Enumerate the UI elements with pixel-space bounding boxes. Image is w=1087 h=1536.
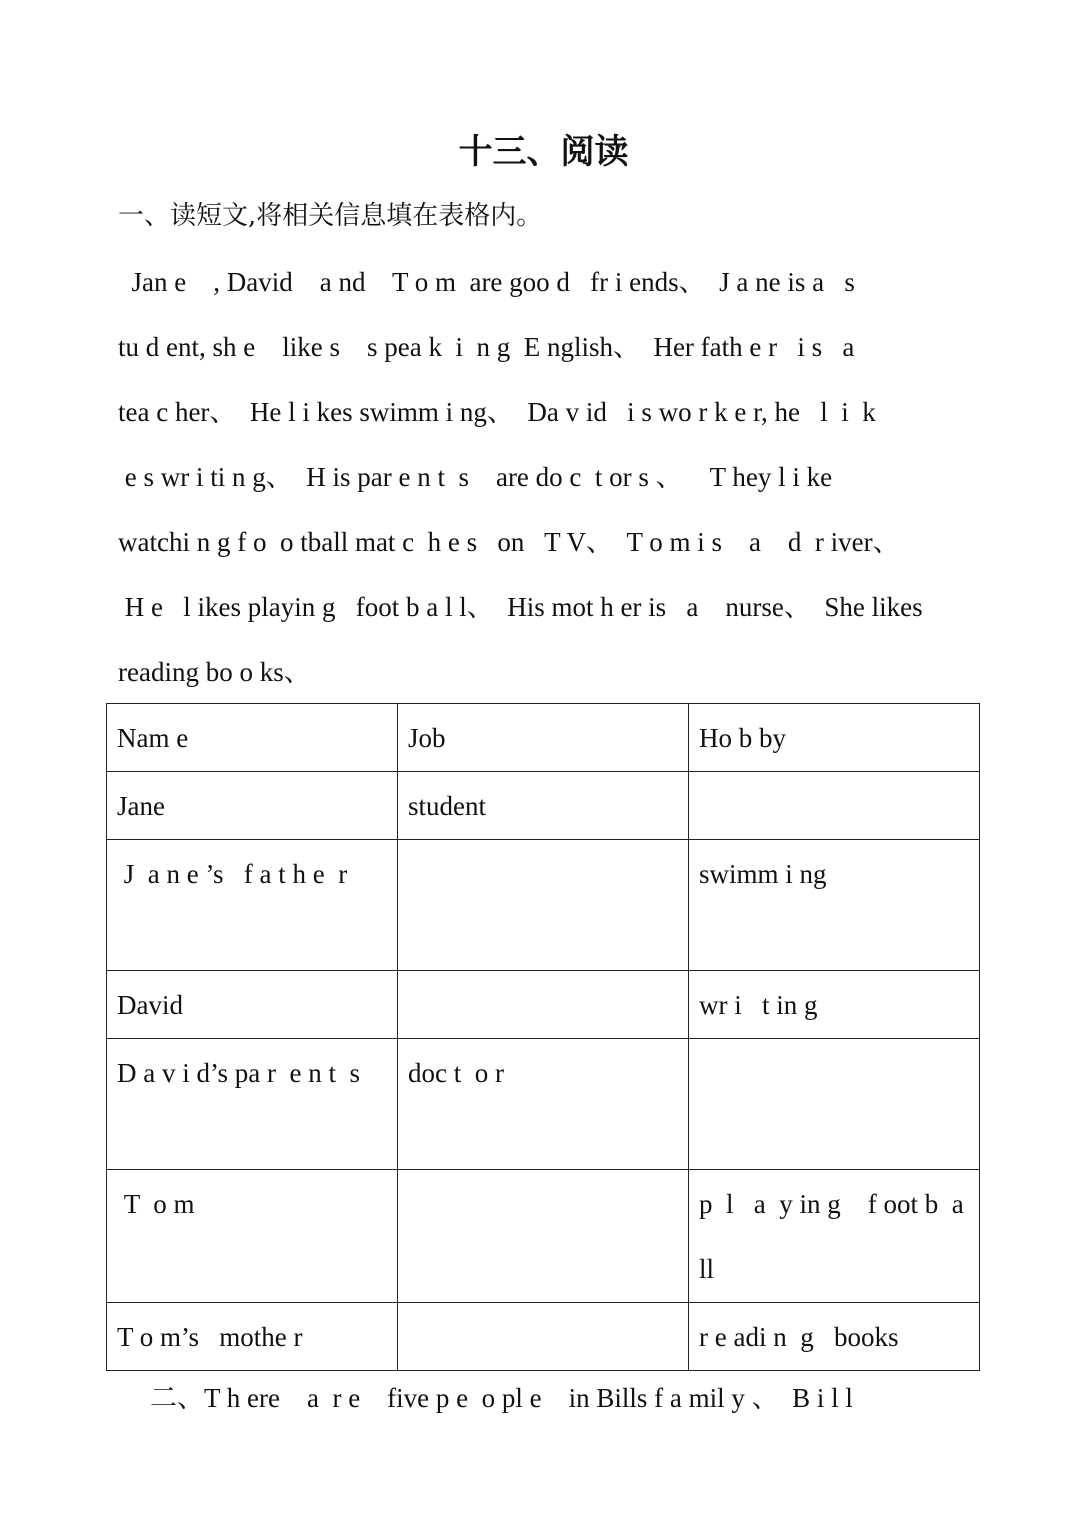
passage-line: tu d ent, sh e like s s pea k i n g E nglish、 Her fath e r i s a (118, 332, 855, 362)
cell-job[interactable] (398, 971, 689, 1039)
section-instruction: 一、读短文,将相关信息填在表格内。 (118, 201, 543, 231)
header-hobby: Ho b by (689, 704, 980, 772)
cell-name: T o m (107, 1170, 398, 1303)
page-title: 十三、阅读 (458, 132, 629, 172)
cell-name: Jane (107, 772, 398, 840)
cell-name: T o m’s mothe r (107, 1303, 398, 1371)
second-passage-start: 二、T h ere a r e five p e o pl e in Bills f a mil y 、 B i l l (150, 1383, 853, 1413)
passage-line: Jan e , David a nd T o m are goo d fr i ends、 J a ne is a s (118, 267, 855, 297)
cell-hobby[interactable]: wr i t in g (689, 971, 980, 1039)
cell-hobby[interactable]: swimm i ng (689, 840, 980, 971)
cell-job[interactable] (398, 840, 689, 971)
cell-name: D a v i d’s pa r e n t s (107, 1039, 398, 1170)
header-name: Nam e (107, 704, 398, 772)
table-row (107, 772, 980, 840)
passage-line: tea c her、 He l i kes swimm i ng、 Da v id i s wo r k e r, he l i k (118, 397, 876, 427)
cell-hobby[interactable]: p l a y in g f oot b a ll (689, 1170, 980, 1303)
cell-hobby[interactable] (689, 772, 980, 840)
table-row (107, 1170, 980, 1303)
passage-line: watchi n g f o o tball mat c h e s on T V、 T o m i s a d r iver、 (118, 527, 900, 557)
cell-job[interactable]: doc t o r (398, 1039, 689, 1170)
cell-name: J a n e ’s f a t h e r (107, 840, 398, 971)
table-row (107, 1039, 980, 1170)
cell-name: David (107, 971, 398, 1039)
cell-job[interactable] (398, 1303, 689, 1371)
cell-hobby[interactable] (689, 1039, 980, 1170)
table-header-row (107, 704, 980, 772)
info-table (106, 703, 980, 1371)
cell-job[interactable] (398, 1170, 689, 1303)
passage-line: H e l ikes playin g foot b a l l、 His mot h er is a nurse、 She likes (118, 592, 923, 622)
cell-job[interactable]: student (398, 772, 689, 840)
table-row (107, 1303, 980, 1371)
header-job: Job (398, 704, 689, 772)
passage-line: reading bo o ks、 (118, 657, 311, 687)
table-row (107, 840, 980, 971)
cell-hobby[interactable]: r e adi n g books (689, 1303, 980, 1371)
table-row (107, 971, 980, 1039)
passage-line: e s wr i ti n g、 H is par e n t s are do c t or s 、 T hey l i ke (118, 462, 833, 492)
